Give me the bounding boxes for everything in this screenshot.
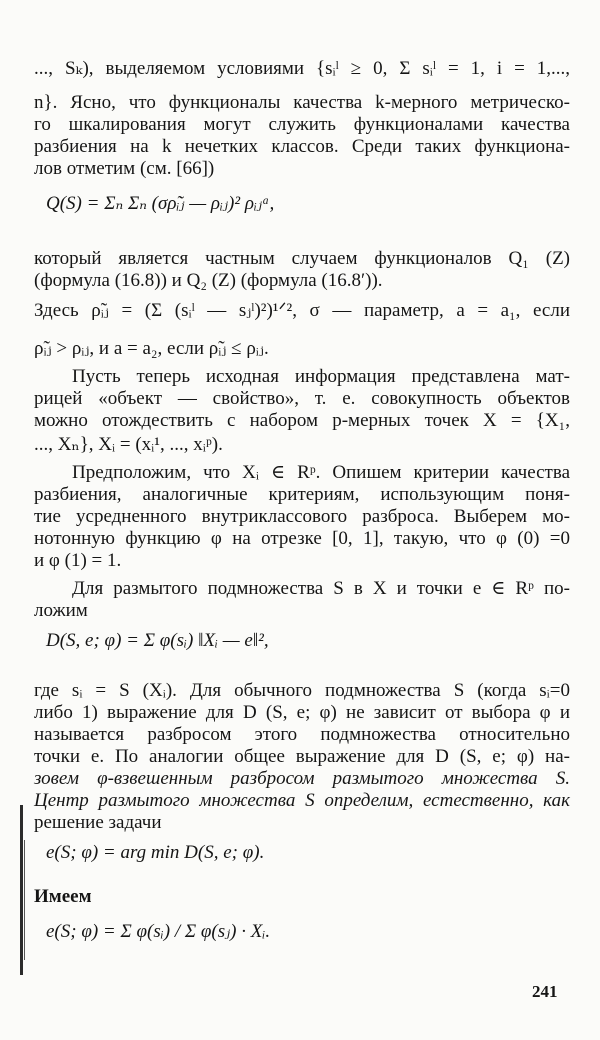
text-line: называется разбросом этого подмножества относительно	[34, 724, 570, 745]
text-line: нотонную функцию φ на отрезке [0, 1], такую, что φ (0) =0	[34, 528, 570, 549]
text-line: либо 1) выражение для D (S, e; φ) не зависит от выбора φ и	[34, 702, 570, 723]
text-line: Предположим, что Xᵢ ∈ Rᵖ. Опишем критерии качества	[72, 462, 570, 483]
formula-e-text: e(S; φ) = Σ φ(sᵢ) / Σ φ(sⱼ) · Xᵢ.	[46, 921, 271, 942]
formula-d-text: D(S, e; φ) = Σ φ(sᵢ) ‖Xᵢ — e‖²,	[46, 630, 269, 651]
formula-q	[46, 192, 274, 215]
text-line: можно отождествить с набором p-мерных точек X = {X₁,	[34, 410, 570, 431]
formula-argmin-text: e(S; φ) = arg min D(S, e; φ).	[46, 842, 265, 863]
text-line: ..., Xₙ}, Xᵢ = (xᵢ¹, ..., xᵢᵖ).	[34, 434, 223, 455]
margin-bar	[20, 805, 23, 975]
text-line: го шкалирования могут служить функционалами качества	[34, 114, 570, 135]
text-line: лов отметим (см. [66])	[34, 158, 215, 179]
text-line: Имеем	[34, 886, 92, 907]
text-line: (формула (16.8)) и Q₂ (Z) (формула (16.8′)).	[34, 270, 383, 291]
text-line: ложим	[34, 600, 88, 621]
margin-bar	[24, 840, 25, 960]
text-line: разбиения на k нечетких классов. Среди таких функциона-	[34, 136, 570, 157]
text-line: разбиения, аналогичные критериям, использующим поня-	[34, 484, 570, 505]
text-line: n}. Ясно, что функционалы качества k-мерного метрическо-	[34, 92, 570, 113]
text-line: ..., Sₖ), выделяемом условиями {sᵢˡ ≥ 0, Σ sᵢˡ = 1, i = 1,...,	[34, 58, 570, 79]
text-line: зовем φ-взвешенным разбросом размытого множества S.	[34, 768, 570, 789]
formula-e	[46, 920, 270, 943]
text-line: тие усредненного внутриклассового разброса. Выберем мо-	[34, 506, 570, 527]
page-number: 241	[532, 982, 558, 1001]
text-line: который является частным случаем функционалов Q₁ (Z)	[34, 248, 570, 269]
text-line: Пусть теперь исходная информация представлена мат-	[72, 366, 570, 387]
text-line: ρ̃ᵢⱼ > ρᵢⱼ, и a = a₂, если ρ̃ᵢⱼ ≤ ρᵢⱼ.	[34, 338, 269, 359]
formula-q-text: Q(S) = Σₙ Σₙ (σρ̃ᵢⱼ — ρᵢⱼ)² ρᵢⱼᵃ,	[46, 193, 275, 214]
text-line: где sᵢ = S (Xᵢ). Для обычного подмножества S (когда sᵢ=0	[34, 680, 570, 701]
text-line: рицей «объект — свойство», т. е. совокупность объектов	[34, 388, 570, 409]
formula-argmin	[46, 842, 264, 864]
text-line: решение задачи	[34, 812, 162, 833]
text-line: Для размытого подмножества S в X и точки e ∈ Rᵖ по-	[72, 578, 570, 599]
text-line: точки e. По аналогии общее выражение для D (S, e; φ) на-	[34, 746, 570, 767]
text-line: и φ (1) = 1.	[34, 550, 122, 571]
formula-d	[46, 630, 269, 652]
text-line: Здесь ρ̃ᵢⱼ = (Σ (sᵢˡ — sⱼˡ)²)¹ᐟ², σ — параметр, a = a₁, если	[34, 300, 570, 321]
text-line: Центр размытого множества S определим, естественно, как	[34, 790, 570, 811]
